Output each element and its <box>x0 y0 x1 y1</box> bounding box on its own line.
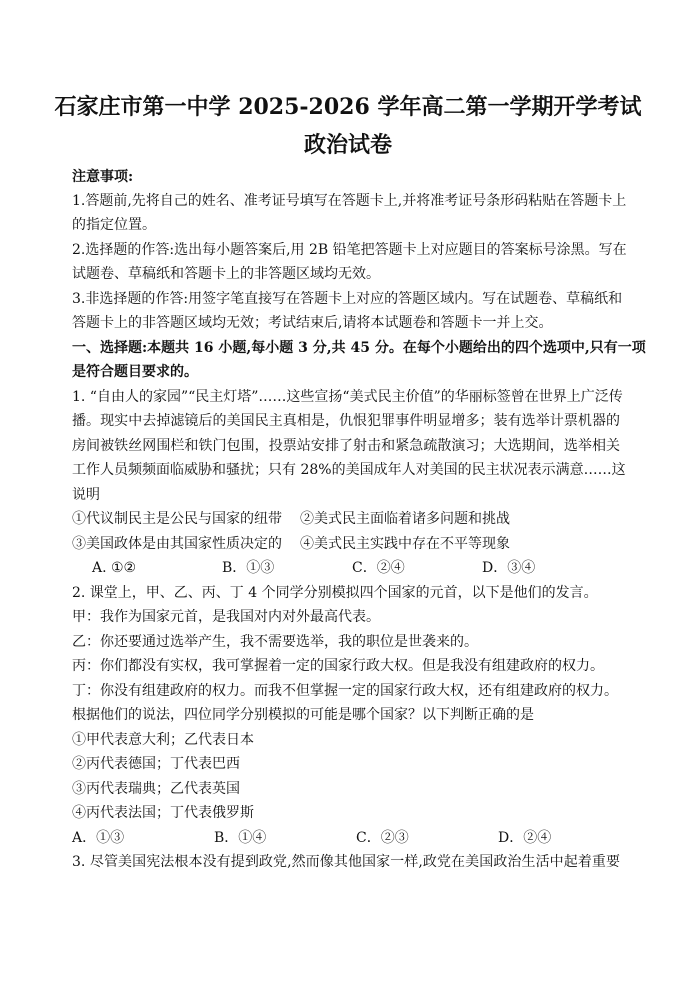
q1-line-2: 播。现实中去掉滤镜后的美国民主真相是，仇恨犯罪事件明显增多；装有选举计票机器的 <box>72 413 620 429</box>
q2-option-b: B．①④ <box>214 830 267 846</box>
q2-statement-4: ④丙代表法国；丁代表俄罗斯 <box>72 805 254 821</box>
q2-line-1: 2. 课堂上，甲、乙、丙、丁 4 个同学分别模拟四个国家的元首，以下是他们的发言。 <box>72 585 598 601</box>
notice-line-6: 答题卡上的非答题区域均无效；考试结束后,请将本试题卷和答题卡一并上交。 <box>72 315 553 331</box>
q2-line-3: 乙：你还要通过选举产生，我不需要选举，我的职位是世袭来的。 <box>72 634 478 650</box>
q1-option-b: B．①③ <box>222 560 275 576</box>
q2-option-d: D．②④ <box>498 830 552 846</box>
q2-line-4: 丙：你们都没有实权，我可掌握着一定的国家行政大权。但是我没有组建政府的权力。 <box>72 658 604 674</box>
notice-line-1: 1.答题前,先将自己的姓名、准考证号填写在答题卡上,并将准考证号条形码粘贴在答题卡上 <box>72 193 627 209</box>
notice-line-3: 2.选择题的作答:选出每小题答案后,用 2B 铅笔把答题卡上对应题目的答案标号涂黑。写在 <box>72 242 627 258</box>
q2-statement-3: ③丙代表瑞典；乙代表英国 <box>72 781 240 797</box>
notice-line-2: 的指定位置。 <box>72 217 156 233</box>
exam-title: 石家庄市第一中学 2025-2026 学年高二第一学期开学考试 <box>54 94 642 120</box>
q1-line-5: 说明 <box>72 487 100 503</box>
q2-line-6: 根据他们的说法，四位同学分别模拟的可能是哪个国家？以下判断正确的是 <box>72 707 534 723</box>
q1-option-c: C．②④ <box>352 560 405 576</box>
q2-line-5: 丁：你没有组建政府的权力。而我不但掌握一定的国家行政大权，还有组建政府的权力。 <box>72 683 618 699</box>
q1-statement-4: ④美式民主实践中存在不平等现象 <box>300 536 510 552</box>
q2-statement-2: ②丙代表德国；丁代表巴西 <box>72 756 240 772</box>
q1-option-d: D．③④ <box>482 560 536 576</box>
q1-line-4: 工作人员频频面临威胁和骚扰；只有 28%的美国成年人对美国的民主状况表示满意……这 <box>72 462 626 478</box>
exam-subtitle: 政治试卷 <box>303 132 392 158</box>
notice-line-5: 3.非选择题的作答:用签字笔直接写在答题卡上对应的答题区域内。写在试题卷、草稿纸和 <box>72 291 623 307</box>
notice-line-4: 试题卷、草稿纸和答题卡上的非答题区域均无效。 <box>72 266 380 282</box>
section-heading-line-2: 是符合题目要求的。 <box>72 364 198 380</box>
q3-line-1: 3. 尽管美国宪法根本没有提到政党,然而像其他国家一样,政党在美国政治生活中起着重要 <box>72 854 620 870</box>
q1-statement-2: ②美式民主面临着诸多问题和挑战 <box>300 511 510 527</box>
q1-line-3: 房间被铁丝网围栏和铁门包围，投票站安排了射击和紧急疏散演习；大选期间，选举相关 <box>72 438 620 454</box>
q1-line-1: 1. “自由人的家园”“民主灯塔”……这些宣扬“美式民主价值”的华丽标签曾在世界上广泛传 <box>72 389 623 405</box>
q1-statement-1: ①代议制民主是公民与国家的纽带 <box>72 511 282 527</box>
q2-line-2: 甲：我作为国家元首，是我国对内对外最高代表。 <box>72 609 380 625</box>
q2-statement-1: ①甲代表意大利；乙代表日本 <box>72 732 254 748</box>
q1-option-a: A. ①② <box>92 560 137 576</box>
q2-option-c: C．②③ <box>356 830 409 846</box>
q1-statement-3: ③美国政体是由其国家性质决定的 <box>72 536 282 552</box>
notice-heading: 注意事项: <box>72 169 134 185</box>
section-heading-line-1: 一、选择题:本题共 16 小题,每小题 3 分,共 45 分。在每个小题给出的四个选项中,只有一项 <box>72 340 646 356</box>
q2-option-a: A．①③ <box>72 830 125 846</box>
